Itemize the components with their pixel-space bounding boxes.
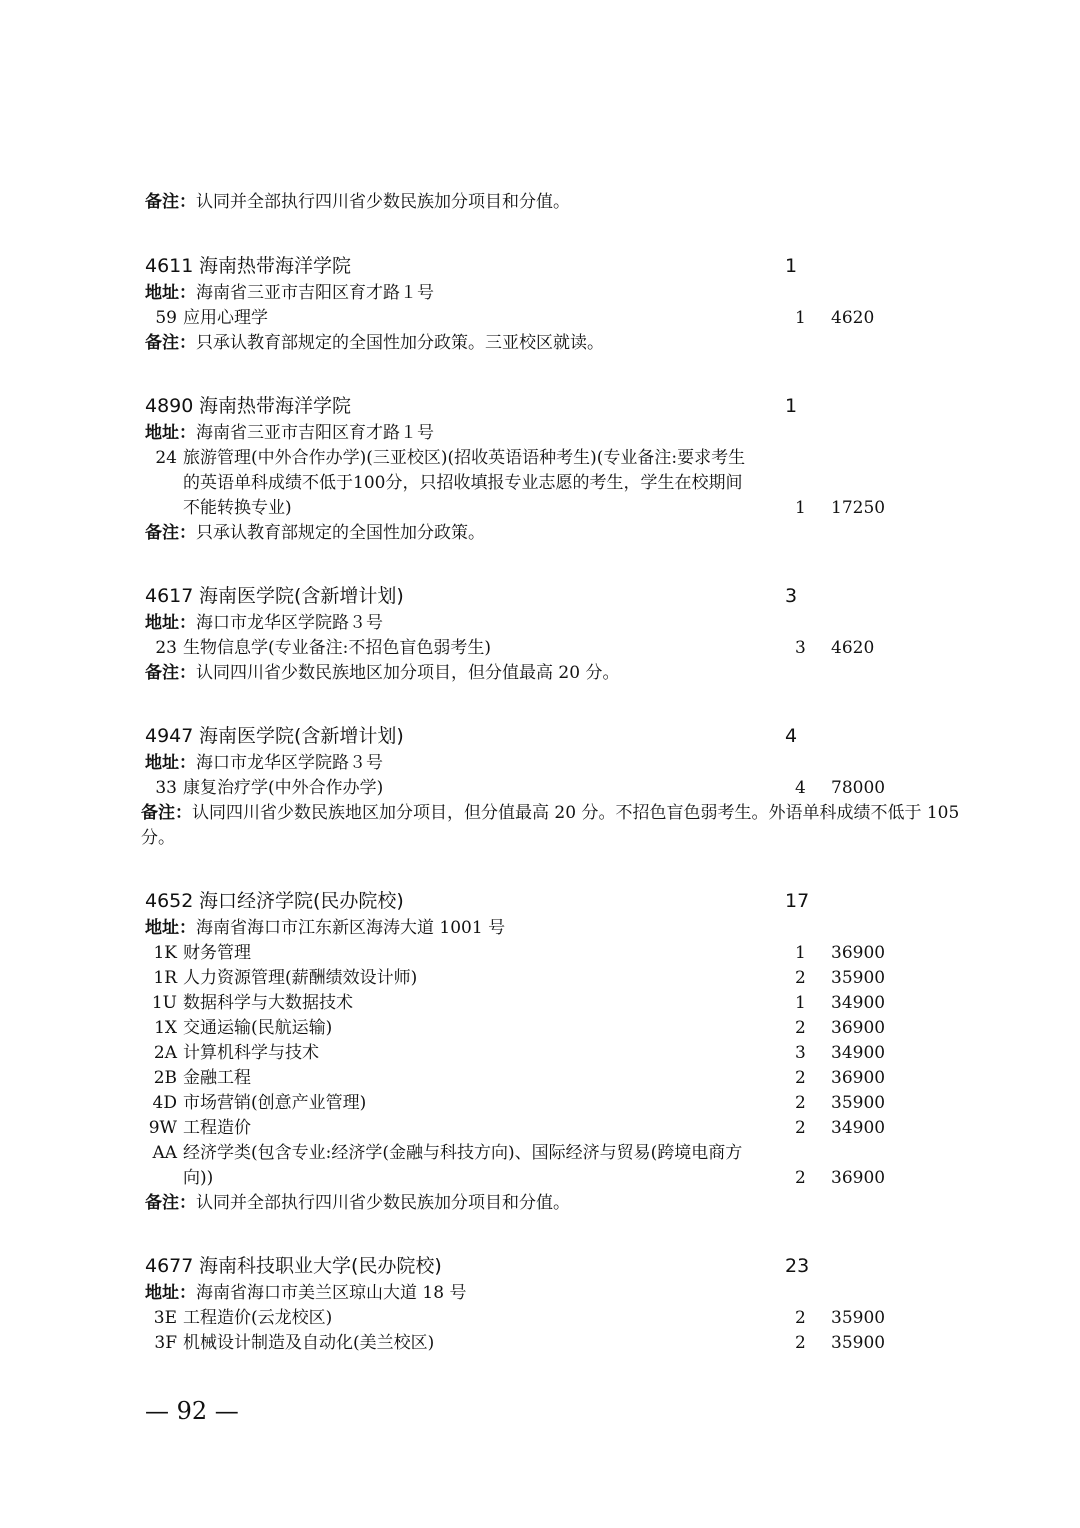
address-label: 地址： <box>145 423 196 443</box>
major-fee: 36900 <box>831 1018 886 1038</box>
major-name: 计算机科学与技术 <box>183 1043 319 1063</box>
note-label: 备注： <box>145 523 196 543</box>
major-row <box>145 1041 965 1066</box>
major-code: 3F <box>154 1333 177 1353</box>
major-quota: 2 <box>795 1168 806 1188</box>
school-code: 4617 <box>145 585 194 607</box>
major-name: 经济学类(包含专业:经济学(金融与科技方向)、国际经济与贸易(跨境电商方向)) <box>183 1143 743 1188</box>
school-name: 海南医学院(含新增计划) <box>199 725 404 747</box>
major-name: 工程造价(云龙校区) <box>183 1308 333 1328</box>
note-label: 备注： <box>145 333 196 353</box>
note-text: 认同四川省少数民族地区加分项目，但分值最高 20 分。 <box>196 663 620 683</box>
major-quota: 2 <box>795 1308 806 1328</box>
major-code: 9W <box>148 1118 177 1138</box>
school-block <box>145 392 965 546</box>
school-block <box>145 1252 965 1356</box>
address-label: 地址： <box>145 918 196 938</box>
major-code: 1U <box>151 993 177 1013</box>
major-name: 交通运输(民航运输) <box>183 1018 333 1038</box>
major-row <box>145 1016 965 1041</box>
major-fee: 36900 <box>831 1168 886 1188</box>
major-quota: 2 <box>795 1118 806 1138</box>
school-note <box>141 801 965 851</box>
major-fee: 34900 <box>831 1043 886 1063</box>
major-name: 工程造价 <box>183 1118 251 1138</box>
major-row <box>145 1331 965 1356</box>
major-code: 3E <box>153 1308 177 1328</box>
note-label: 备注： <box>145 192 196 212</box>
school-address <box>145 281 965 306</box>
school-header <box>145 722 965 751</box>
major-row <box>145 306 965 331</box>
major-name: 金融工程 <box>183 1068 251 1088</box>
major-quota: 1 <box>795 943 806 963</box>
school-name: 海南热带海洋学院 <box>199 395 352 417</box>
major-quota: 3 <box>795 1043 806 1063</box>
major-row <box>145 636 965 661</box>
major-code: 59 <box>155 308 177 328</box>
major-fee: 36900 <box>831 1068 886 1088</box>
major-name: 应用心理学 <box>183 308 268 328</box>
school-address <box>145 611 965 636</box>
school-header <box>145 252 965 281</box>
school-name: 海南科技职业大学(民办院校) <box>199 1255 442 1277</box>
school-block <box>145 252 965 356</box>
school-code: 4611 <box>145 255 194 277</box>
school-plan-count: 1 <box>785 255 798 277</box>
major-code: 23 <box>155 638 177 658</box>
major-fee: 35900 <box>831 968 886 988</box>
address-text: 海南省三亚市吉阳区育才路１号 <box>196 423 434 443</box>
major-code: 2A <box>153 1043 177 1063</box>
school-header <box>145 887 965 916</box>
major-name: 市场营销(创意产业管理) <box>183 1093 367 1113</box>
major-quota: 2 <box>795 968 806 988</box>
note-label: 备注： <box>145 1193 196 1213</box>
school-address <box>145 916 965 941</box>
school-name: 海南医学院(含新增计划) <box>199 585 404 607</box>
school-name: 海南热带海洋学院 <box>199 255 352 277</box>
major-quota: 2 <box>795 1018 806 1038</box>
major-code: 1K <box>153 943 177 963</box>
major-quota: 4 <box>795 778 806 798</box>
address-label: 地址： <box>145 283 196 303</box>
major-fee: 34900 <box>831 1118 886 1138</box>
major-code: 1X <box>154 1018 177 1038</box>
major-quota: 2 <box>795 1333 806 1353</box>
major-fee: 78000 <box>831 778 886 798</box>
major-code: 33 <box>155 778 177 798</box>
school-header <box>145 1252 965 1281</box>
school-address <box>145 1281 965 1306</box>
major-name: 康复治疗学(中外合作办学) <box>183 778 384 798</box>
school-plan-count: 3 <box>785 585 798 607</box>
major-name: 数据科学与大数据技术 <box>183 993 353 1013</box>
major-quota: 1 <box>795 308 806 328</box>
school-block <box>145 887 965 1216</box>
major-code: 2B <box>153 1068 177 1088</box>
school-code: 4947 <box>145 725 194 747</box>
school-code: 4652 <box>145 890 194 912</box>
address-text: 海口市龙华区学院路３号 <box>196 753 383 773</box>
major-quota: 2 <box>795 1068 806 1088</box>
major-row <box>145 1066 965 1091</box>
major-fee: 34900 <box>831 993 886 1013</box>
address-text: 海南省三亚市吉阳区育才路１号 <box>196 283 434 303</box>
note-label: 备注： <box>145 663 196 683</box>
school-plan-count: 17 <box>785 890 810 912</box>
note-label: 备注： <box>141 803 192 823</box>
note-text: 认同并全部执行四川省少数民族加分项目和分值。 <box>196 192 570 212</box>
note-text: 认同四川省少数民族地区加分项目，但分值最高 20 分。不招色盲色弱考生。外语单科成绩不低于 105 分。 <box>141 803 960 848</box>
major-row <box>145 1141 965 1191</box>
major-row <box>145 941 965 966</box>
major-code: 24 <box>155 448 177 468</box>
major-fee: 35900 <box>831 1333 886 1353</box>
school-code: 4890 <box>145 395 194 417</box>
school-header <box>145 582 965 611</box>
major-name: 人力资源管理(薪酬绩效设计师) <box>183 968 418 988</box>
note-text: 只承认教育部规定的全国性加分政策。 <box>196 523 485 543</box>
address-text: 海口市龙华区学院路３号 <box>196 613 383 633</box>
top-note <box>145 190 965 215</box>
major-code: 4D <box>152 1093 177 1113</box>
address-label: 地址： <box>145 753 196 773</box>
note-text: 认同并全部执行四川省少数民族加分项目和分值。 <box>196 1193 570 1213</box>
major-row <box>145 1116 965 1141</box>
major-quota: 3 <box>795 638 806 658</box>
school-name: 海口经济学院(民办院校) <box>199 890 404 912</box>
major-name: 生物信息学(专业备注:不招色盲色弱考生) <box>183 638 491 658</box>
major-row <box>145 1091 965 1116</box>
major-fee: 4620 <box>831 638 875 658</box>
school-note <box>145 1191 965 1216</box>
major-quota: 1 <box>795 993 806 1013</box>
major-row <box>145 446 965 521</box>
school-note <box>145 331 965 356</box>
address-label: 地址： <box>145 1283 196 1303</box>
school-note <box>145 661 965 686</box>
major-code: AA <box>152 1143 177 1163</box>
major-quota: 1 <box>795 498 806 518</box>
major-quota: 2 <box>795 1093 806 1113</box>
major-code: 1R <box>153 968 177 988</box>
note-text: 只承认教育部规定的全国性加分政策。三亚校区就读。 <box>196 333 604 353</box>
school-plan-count: 1 <box>785 395 798 417</box>
school-code: 4677 <box>145 1255 194 1277</box>
major-fee: 4620 <box>831 308 875 328</box>
major-row <box>145 1306 965 1331</box>
page-number: — 92 — <box>145 1397 239 1425</box>
major-name: 旅游管理(中外合作办学)(三亚校区)(招收英语语种考生)(专业备注:要求考生的英语单科成绩不低于100分，只招收填报专业志愿的考生，学生在校期间不能转换专业) <box>183 448 746 518</box>
school-header <box>145 392 965 421</box>
school-plan-count: 4 <box>785 725 798 747</box>
major-fee: 36900 <box>831 943 886 963</box>
major-fee: 35900 <box>831 1308 886 1328</box>
school-address <box>145 751 965 776</box>
major-row <box>145 966 965 991</box>
major-name: 财务管理 <box>183 943 251 963</box>
page-content <box>141 190 965 1356</box>
address-label: 地址： <box>145 613 196 633</box>
school-note <box>145 521 965 546</box>
address-text: 海南省海口市江东新区海涛大道 1001 号 <box>196 918 506 938</box>
major-fee: 17250 <box>831 498 886 518</box>
school-block <box>145 582 965 686</box>
school-address <box>145 421 965 446</box>
major-row <box>145 776 965 801</box>
address-text: 海南省海口市美兰区琼山大道 18 号 <box>196 1283 467 1303</box>
major-fee: 35900 <box>831 1093 886 1113</box>
major-name: 机械设计制造及自动化(美兰校区) <box>183 1333 435 1353</box>
school-plan-count: 23 <box>785 1255 810 1277</box>
school-block <box>141 722 965 851</box>
major-row <box>145 991 965 1016</box>
